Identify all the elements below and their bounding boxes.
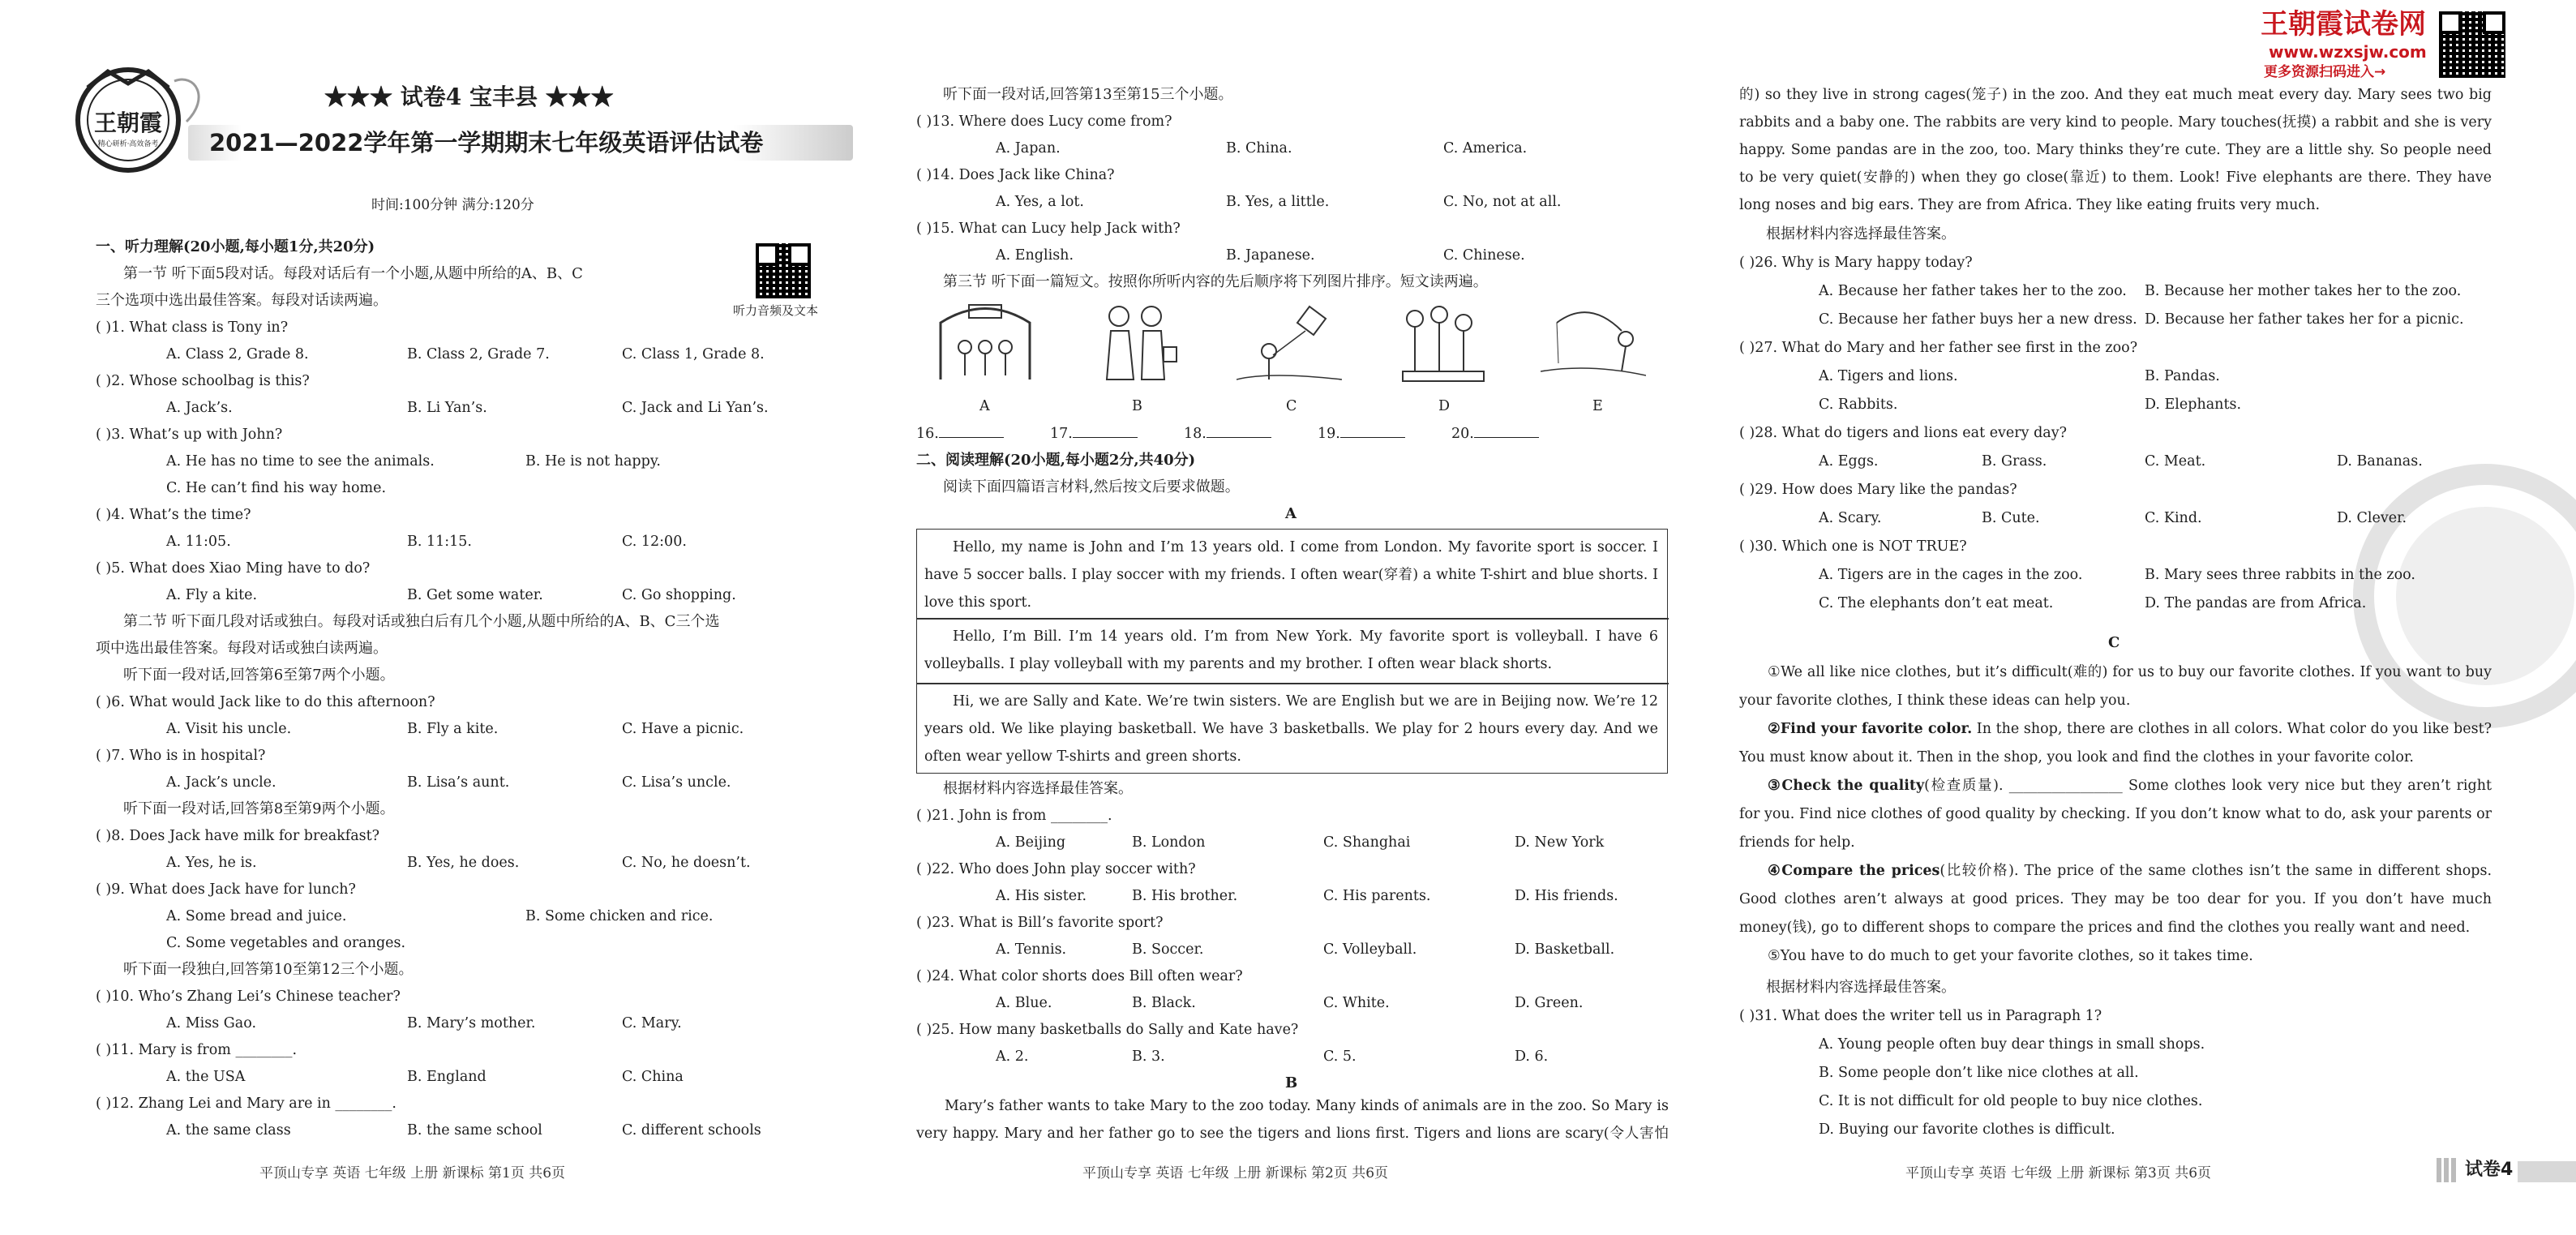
q8-option-a[interactable]: A. Yes, he is. <box>166 855 257 871</box>
q24-option-c[interactable]: C. White. <box>1323 995 1390 1011</box>
pic-label-e: E <box>1592 398 1603 414</box>
q25-option-b[interactable]: B. 3. <box>1132 1048 1165 1065</box>
order-blank-16[interactable] <box>916 423 1004 444</box>
q15-option-a[interactable]: A. English. <box>996 247 1074 264</box>
passage-a-divider-2 <box>916 683 1669 684</box>
order-blank-18-label: 18. <box>1184 426 1207 442</box>
order-blank-20[interactable] <box>1451 423 1539 444</box>
q21-option-b[interactable]: B. London <box>1132 834 1206 851</box>
passage-a-para-2 <box>924 623 1658 678</box>
question-4: ( )4. What’s the time? <box>96 507 251 523</box>
q23-option-b[interactable]: B. Soccer. <box>1132 941 1204 958</box>
q22-option-d[interactable]: D. His friends. <box>1515 888 1618 904</box>
q13-option-c[interactable]: C. America. <box>1443 140 1528 157</box>
q24-option-b[interactable]: B. Black. <box>1132 995 1196 1011</box>
q25-option-a[interactable]: A. 2. <box>996 1048 1029 1065</box>
brand-qr-code[interactable] <box>2439 11 2505 78</box>
paper-label: ★★★ 试卷4 宝丰县 ★★★ <box>324 84 614 110</box>
brand-more[interactable]: 更多资源扫码进入→ <box>2264 64 2386 80</box>
question-30: ( )30. Which one is NOT TRUE? <box>1739 538 1967 555</box>
q5-option-a[interactable]: A. Fly a kite. <box>166 587 258 603</box>
question-7: ( )7. Who is in hospital? <box>96 748 266 764</box>
picture-e-fishing <box>1541 298 1646 388</box>
question-24: ( )24. What color shorts does Bill often wear? <box>916 968 1243 984</box>
question-9: ( )9. What does Jack have for lunch? <box>96 881 356 898</box>
corner-tag-bar <box>2518 1161 2576 1182</box>
passage-a-para-3-text: Hi, we are Sally and Kate. We’re twin sisters. We are English but we are in Beijing now. We’re 12 years old. We like playing basketball. We have 3 basketballs. We play for 2 hours every day. And we often wear yellow T-shirts and green shorts. <box>924 693 1658 765</box>
order-blank-19-label: 19. <box>1318 426 1340 442</box>
q30-option-d[interactable]: D. The pandas are from Africa. <box>2145 595 2367 611</box>
order-blank-20-label: 20. <box>1451 426 1474 442</box>
q30-option-a[interactable]: A. Tigers are in the cages in the zoo. <box>1819 567 2083 583</box>
q6-option-a[interactable]: A. Visit his uncle. <box>166 721 292 737</box>
footer-page-3: 平顶山专享 英语 七年级 上册 新课标 第3页 共6页 <box>1905 1165 2212 1181</box>
q21-option-a[interactable]: A. Beijing <box>996 834 1066 851</box>
q8-9-intro: 听下面一段对话,回答第8至第9两个小题。 <box>123 800 395 817</box>
qr-caption: 听力音频及文本 <box>733 303 819 318</box>
question-29: ( )29. How does Mary like the pandas? <box>1739 482 2017 498</box>
q12-option-b[interactable]: B. the same school <box>407 1122 542 1139</box>
q11-option-a[interactable]: A. the USA <box>166 1069 246 1085</box>
passage-c-heading-2: ②Find your favorite color. <box>1768 721 1973 737</box>
passage-b-text-cont: 的) so they live in strong cages(笼子) in the zoo. And they eat much meat every day. Mary sees two big rabbits and a baby one. The rabbits are very kind to people. Mary touches(抚摸) a rabbit and she is very happy. Some pandas are in the zoo, too. Mary thinks they’re cute. They are a little shy. So people need to be very quiet(安静的) when they go close(靠近) to them. Look! Five elephants are there. They have long noses and big ears. They are from Africa. They like eating fruits very much. <box>1739 87 2492 213</box>
q23-option-c[interactable]: C. Volleyball. <box>1323 941 1417 958</box>
q13-15-intro: 听下面一段对话,回答第13至第15三个小题。 <box>943 86 1233 103</box>
corner-tag-decoration <box>2437 1158 2456 1182</box>
q10-option-c[interactable]: C. Mary. <box>622 1015 682 1031</box>
q14-option-b[interactable]: B. Yes, a little. <box>1226 194 1330 210</box>
q5-option-b[interactable]: B. Get some water. <box>407 587 543 603</box>
q9-option-c[interactable]: C. Some vegetables and oranges. <box>166 935 406 951</box>
q31-option-a[interactable]: A. Young people often buy dear things in small shops. <box>1819 1036 2205 1053</box>
part2-intro-line2: 项中选出最佳答案。每段对话或独白读两遍。 <box>96 640 388 657</box>
q22-option-b[interactable]: B. His brother. <box>1132 888 1238 904</box>
part2-intro-line1: 第二节 听下面几段对话或独白。每段对话或独白后有几个小题,从题中所给的A、B、C三个选 <box>123 613 720 630</box>
order-blank-18[interactable] <box>1184 423 1271 444</box>
passage-c-para-2-text: In the shop, there are clothes in all colors. What color do you like best? You must know about it. Then in the shop, you look and find the clothes in your favorite color. <box>1739 721 2492 765</box>
reading-section-title: 二、阅读理解(20小题,每小题2分,共40分) <box>916 452 1196 469</box>
choose-best-a: 根据材料内容选择最佳答案。 <box>943 780 1133 797</box>
q28-option-d[interactable]: D. Bananas. <box>2337 453 2423 470</box>
passage-a-para-1 <box>924 534 1658 616</box>
q31-option-c[interactable]: C. It is not difficult for old people to buy nice clothes. <box>1819 1093 2203 1109</box>
passage-a-para-2-text: Hello, I’m Bill. I’m 14 years old. I’m from New York. My favorite sport is volleyball. I have 6 volleyballs. I play volleyball with my parents and my brother. I often wear black shorts. <box>924 628 1658 672</box>
question-28: ( )28. What do tigers and lions eat every day? <box>1739 425 2068 441</box>
q29-option-a[interactable]: A. Scary. <box>1819 510 1882 526</box>
q24-option-a[interactable]: A. Blue. <box>996 995 1052 1011</box>
q24-option-d[interactable]: D. Green. <box>1515 995 1584 1011</box>
q5-option-c[interactable]: C. Go shopping. <box>622 587 736 603</box>
q1-option-b[interactable]: B. Class 2, Grade 7. <box>407 346 550 362</box>
passage-c-para-5: ⑤You have to do much to get your favorite clothes, so it takes time. <box>1768 948 2253 964</box>
q25-option-d[interactable]: D. 6. <box>1515 1048 1549 1065</box>
q4-option-c[interactable]: C. 12:00. <box>622 534 687 550</box>
audio-qr-code[interactable] <box>756 243 811 298</box>
q10-12-intro: 听下面一段独白,回答第10至第12三个小题。 <box>123 961 414 978</box>
q30-option-c[interactable]: C. The elephants don’t eat meat. <box>1819 595 2054 611</box>
q2-option-c[interactable]: C. Jack and Li Yan’s. <box>622 400 769 416</box>
q13-option-a[interactable]: A. Japan. <box>996 140 1061 157</box>
passage-c-para-1: ①We all like nice clothes, but it’s difficult(难的) for us to buy our favorite clothes. If you want to buy your favorite clothes, I think these ideas can help you. <box>1739 664 2492 709</box>
order-blank-16-label: 16. <box>916 426 939 442</box>
question-26: ( )26. Why is Mary happy today? <box>1739 255 1973 271</box>
question-22: ( )22. Who does John play soccer with? <box>916 861 1196 877</box>
passage-b-part-1 <box>916 1092 1669 1147</box>
paper-title: 2021—2022学年第一学期期末七年级英语评估试卷 <box>209 129 764 157</box>
q26-option-d[interactable]: D. Because her father takes her for a picnic. <box>2145 311 2464 328</box>
passage-a-para-1-text: Hello, my name is John and I’m 13 years old. I come from London. My favorite sport is soccer. I have 5 soccer balls. I play soccer with my friends. I often wear(穿着) a white T-shirt and blue shorts. I love this sport. <box>924 539 1658 611</box>
question-8: ( )8. Does Jack have milk for breakfast? <box>96 828 380 844</box>
passage-c-para-3-text: (检查质量). ________________ Some clothes look very nice but they aren’t right for you. Find nice clothes of good quality by checking. If you don’t know what to do, ask your parents or friends for help. <box>1739 778 2492 851</box>
footer-page-2: 平顶山专享 英语 七年级 上册 新课标 第2页 共6页 <box>1082 1165 1389 1181</box>
order-blank-19[interactable] <box>1318 423 1405 444</box>
passage-b-label: B <box>1285 1074 1298 1091</box>
q15-option-c[interactable]: C. Chinese. <box>1443 247 1525 264</box>
q26-option-a[interactable]: A. Because her father takes her to the zoo. <box>1819 283 2127 299</box>
question-31: ( )31. What does the writer tell us in Paragraph 1? <box>1739 1008 2102 1024</box>
picture-b-shopping <box>1087 298 1184 388</box>
brand-url[interactable]: www.wzxsjw.com <box>2269 42 2427 62</box>
passage-c-para-2 <box>1739 715 2492 772</box>
q11-option-b[interactable]: B. England <box>407 1069 486 1085</box>
q25-option-c[interactable]: C. 5. <box>1323 1048 1357 1065</box>
order-blank-17[interactable] <box>1050 423 1138 444</box>
passage-c-para-3 <box>1739 772 2492 857</box>
part1-intro-line1: 第一节 听下面5段对话。每段对话后有一个小题,从题中所给的A、B、C <box>123 265 583 282</box>
q11-option-c[interactable]: C. China <box>622 1069 684 1085</box>
logo-text: 王朝霞 <box>93 109 162 136</box>
q3-option-b[interactable]: B. He is not happy. <box>525 453 661 470</box>
passage-c-para-4 <box>1739 857 2492 942</box>
q28-option-a[interactable]: A. Eggs. <box>1819 453 1879 470</box>
q22-option-c[interactable]: C. His parents. <box>1323 888 1431 904</box>
question-6: ( )6. What would Jack like to do this afternoon? <box>96 694 435 710</box>
time-score: 时间:100分钟 满分:120分 <box>371 197 534 213</box>
ribbon-decoration <box>170 73 219 130</box>
q2-option-b[interactable]: B. Li Yan’s. <box>407 400 487 416</box>
part3-intro: 第三节 听下面一篇短文。按照你所听内容的先后顺序将下列图片排序。短文读两遍。 <box>943 273 1488 290</box>
question-2: ( )2. Whose schoolbag is this? <box>96 373 310 389</box>
order-blank-17-label: 17. <box>1050 426 1073 442</box>
question-5: ( )5. What does Xiao Ming have to do? <box>96 560 371 577</box>
q10-option-b[interactable]: B. Mary’s mother. <box>407 1015 536 1031</box>
passage-a-label: A <box>1285 505 1297 522</box>
q28-option-c[interactable]: C. Meat. <box>2145 453 2206 470</box>
question-10: ( )10. Who’s Zhang Lei’s Chinese teacher? <box>96 988 401 1005</box>
q10-option-a[interactable]: A. Miss Gao. <box>166 1015 257 1031</box>
picture-d-family <box>1395 298 1492 388</box>
q12-option-c[interactable]: C. different schools <box>622 1122 761 1139</box>
question-1: ( )1. What class is Tony in? <box>96 319 289 336</box>
question-3: ( )3. What’s up with John? <box>96 427 283 443</box>
picture-a-zoo-gate <box>932 298 1038 388</box>
q7-option-b[interactable]: B. Lisa’s aunt. <box>407 774 510 791</box>
question-27: ( )27. What do Mary and her father see first in the zoo? <box>1739 340 2138 356</box>
passage-a-para-3 <box>924 688 1658 770</box>
choose-best-b: 根据材料内容选择最佳答案。 <box>1766 225 1956 242</box>
q26-option-b[interactable]: B. Because her mother takes her to the zoo. <box>2145 283 2462 299</box>
q30-option-b[interactable]: B. Mary sees three rabbits in the zoo. <box>2145 567 2415 583</box>
q4-option-b[interactable]: B. 11:15. <box>407 534 472 550</box>
part1-intro-line2: 三个选项中选出最佳答案。每段对话读两遍。 <box>96 292 388 309</box>
q12-option-a[interactable]: A. the same class <box>166 1122 291 1139</box>
q8-option-b[interactable]: B. Yes, he does. <box>407 855 520 871</box>
passage-b-part-2 <box>1739 81 2492 219</box>
q3-option-c[interactable]: C. He can’t find his way home. <box>166 480 387 496</box>
q15-option-b[interactable]: B. Japanese. <box>1226 247 1315 264</box>
footer-page-1: 平顶山专享 英语 七年级 上册 新课标 第1页 共6页 <box>259 1165 566 1181</box>
passage-c <box>1739 658 2492 971</box>
q27-option-c[interactable]: C. Rabbits. <box>1819 397 1898 413</box>
reading-intro: 阅读下面四篇语言材料,然后按文后要求做题。 <box>943 478 1240 495</box>
pic-label-a: A <box>979 398 990 414</box>
passage-a-divider-1 <box>916 618 1669 620</box>
question-23: ( )23. What is Bill’s favorite sport? <box>916 915 1164 931</box>
q27-option-d[interactable]: D. Elephants. <box>2145 397 2242 413</box>
listening-section-title: 一、听力理解(20小题,每小题1分,共20分) <box>96 238 375 255</box>
choose-best-c: 根据材料内容选择最佳答案。 <box>1766 979 1956 996</box>
q7-option-a[interactable]: A. Jack’s uncle. <box>166 774 276 791</box>
q31-option-b[interactable]: B. Some people don’t like nice clothes at all. <box>1819 1065 2139 1081</box>
q3-option-a[interactable]: A. He has no time to see the animals. <box>166 453 435 470</box>
picture-c-kite <box>1237 298 1342 388</box>
passage-b-text: Mary’s father wants to take Mary to the zoo today. Many kinds of animals are in the zoo. So Mary is very happy. Mary and her father go to see the tigers and lions first. Tigers and lions are scary(令人害怕 <box>916 1098 1669 1142</box>
q21-option-c[interactable]: C. Shanghai <box>1323 834 1411 851</box>
passage-c-heading-4: ④Compare the prices <box>1768 863 1940 879</box>
q21-option-d[interactable]: D. New York <box>1515 834 1605 851</box>
q27-option-b[interactable]: B. Pandas. <box>2145 368 2220 384</box>
brand-title: 王朝霞试卷网 <box>2261 8 2426 41</box>
q6-option-b[interactable]: B. Fly a kite. <box>407 721 499 737</box>
q1-option-a[interactable]: A. Class 2, Grade 8. <box>166 346 309 362</box>
q8-option-c[interactable]: C. No, he doesn’t. <box>622 855 751 871</box>
q29-option-b[interactable]: B. Cute. <box>1982 510 2040 526</box>
pic-label-c: C <box>1286 398 1297 414</box>
question-25: ( )25. How many basketballs do Sally and Kate have? <box>916 1022 1299 1038</box>
q13-option-b[interactable]: B. China. <box>1226 140 1292 157</box>
q29-option-c[interactable]: C. Kind. <box>2145 510 2202 526</box>
q28-option-b[interactable]: B. Grass. <box>1982 453 2047 470</box>
q14-option-a[interactable]: A. Yes, a lot. <box>996 194 1084 210</box>
q9-option-b[interactable]: B. Some chicken and rice. <box>525 908 714 924</box>
passage-c-para-4-text: (比较价格). The price of the same clothes isn’t the same in different shops. Good clothes aren’t always at good prices. They may be too dear for you. If you don’t have much money(钱), go to different shops to compare the prices and find the clothes you really want and need. <box>1739 863 2492 936</box>
question-11: ( )11. Mary is from ________. <box>96 1042 298 1058</box>
question-14: ( )14. Does Jack like China? <box>916 167 1115 183</box>
pic-label-b: B <box>1132 398 1142 414</box>
q22-option-a[interactable]: A. His sister. <box>996 888 1087 904</box>
pic-label-d: D <box>1438 398 1451 414</box>
q6-7-intro: 听下面一段对话,回答第6至第7两个小题。 <box>123 667 395 684</box>
q23-option-d[interactable]: D. Basketball. <box>1515 941 1615 958</box>
q2-option-a[interactable]: A. Jack’s. <box>166 400 233 416</box>
q9-option-a[interactable]: A. Some bread and juice. <box>166 908 347 924</box>
question-15: ( )15. What can Lucy help Jack with? <box>916 221 1181 237</box>
q14-option-c[interactable]: C. No, not at all. <box>1443 194 1562 210</box>
q7-option-c[interactable]: C. Lisa’s uncle. <box>622 774 731 791</box>
header-logo <box>71 63 185 177</box>
logo-sub: 精心研析·高效备考 <box>97 140 159 148</box>
q27-option-a[interactable]: A. Tigers and lions. <box>1819 368 1958 384</box>
q29-option-d[interactable]: D. Clever. <box>2337 510 2407 526</box>
question-21: ( )21. John is from ________. <box>916 808 1112 824</box>
corner-tag: 试卷4 <box>2465 1160 2514 1180</box>
q26-option-c[interactable]: C. Because her father buys her a new dress. <box>1819 311 2137 328</box>
q6-option-c[interactable]: C. Have a picnic. <box>622 721 744 737</box>
passage-c-heading-3: ③Check the quality <box>1768 778 1925 794</box>
question-12: ( )12. Zhang Lei and Mary are in ________. <box>96 1096 396 1112</box>
q4-option-a[interactable]: A. 11:05. <box>166 534 231 550</box>
q23-option-a[interactable]: A. Tennis. <box>996 941 1067 958</box>
q31-option-d[interactable]: D. Buying our favorite clothes is difficult. <box>1819 1121 2115 1138</box>
question-13: ( )13. Where does Lucy come from? <box>916 114 1172 130</box>
q1-option-c[interactable]: C. Class 1, Grade 8. <box>622 346 765 362</box>
passage-c-label: C <box>2108 634 2120 651</box>
